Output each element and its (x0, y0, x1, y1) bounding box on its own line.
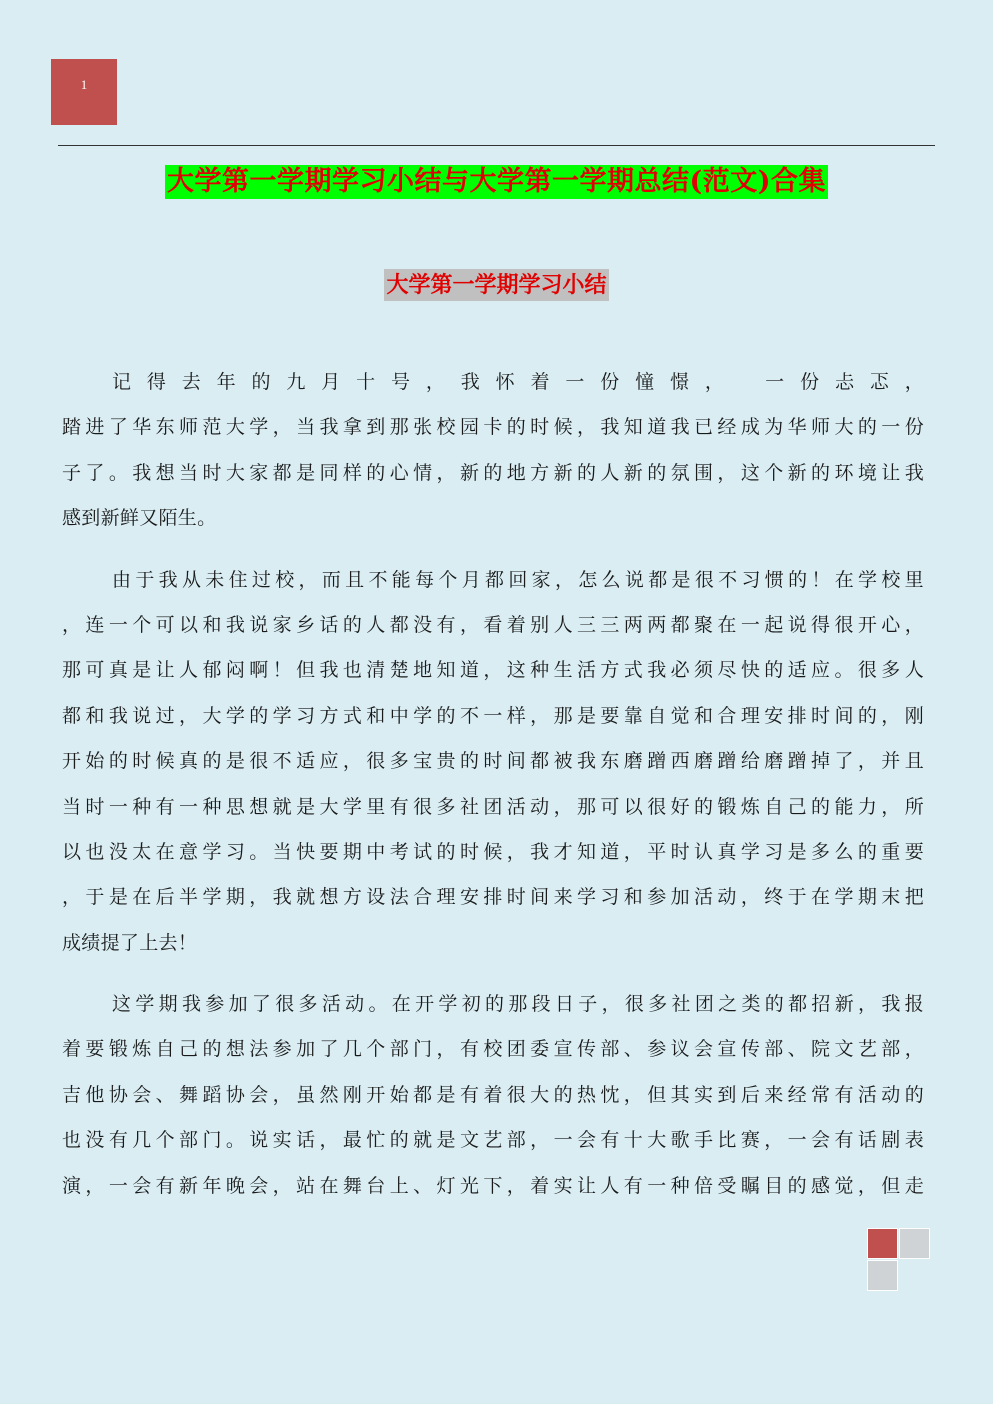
text-line: 成绩提了上去！ (62, 931, 198, 954)
page-number: 1 (80, 77, 88, 92)
text-line: 吉他协会、舞蹈协会，虽然刚开始都是有着很大的热忱，但其实到后来经常有活动的 (62, 1083, 924, 1106)
page-number-badge (51, 59, 117, 125)
text-line: 也没有几个部门。说实话，最忙的就是文艺部，一会有十大歌手比赛，一会有话剧表 (62, 1129, 924, 1152)
decorative-square-grey (899, 1228, 930, 1259)
document-body (62, 360, 924, 1225)
section-heading: 大学第一学期学习小结 (384, 269, 608, 301)
paragraph (62, 360, 924, 542)
text-line: 都和我说过，大学的学习方式和中学的不一样，那是要靠自觉和合理安排时间的，刚 (62, 704, 924, 727)
text-line: 那可真是让人郁闷啊！但我也清楚地知道，这种生活方式我必须尽快的适应。很多人 (62, 659, 924, 682)
document-title: 大学第一学期学习小结与大学第一学期总结(范文)合集 (166, 166, 827, 197)
text-line: 感到新鲜又陌生。 (62, 507, 217, 530)
text-line: 这学期我参加了很多活动。在开学初的那段日子，很多社团之类的都招新，我报 (112, 993, 924, 1016)
document-title-container (0, 165, 993, 199)
text-line: 踏进了华东师范大学，当我拿到那张校园卡的时候，我知道我已经成为华师大的一份 (62, 416, 924, 439)
text-line: ，于是在后半学期，我就想方设法合理安排时间来学习和参加活动，终于在学期末把 (62, 886, 924, 909)
corner-decoration (867, 1228, 933, 1294)
decorative-square-red (867, 1228, 898, 1259)
decorative-square-grey (867, 1260, 898, 1291)
paragraph (62, 982, 924, 1209)
header-divider (58, 145, 935, 146)
text-line: 演，一会有新年晚会，站在舞台上、灯光下，着实让人有一种倍受瞩目的感觉，但走 (62, 1174, 924, 1197)
paragraph (62, 558, 924, 967)
text-line: 由于我从未住过校，而且不能每个月都回家，怎么说都是很不习惯的！在学校里 (112, 568, 924, 591)
text-line: 开始的时候真的是很不适应，很多宝贵的时间都被我东磨蹭西磨蹭给磨蹭掉了，并且 (62, 750, 924, 773)
text-line: 子了。我想当时大家都是同样的心情，新的地方新的人新的氛围，这个新的环境让我 (62, 461, 924, 484)
text-line: 记得去年的九月十号，我怀着一份憧憬， 一份忐忑， (112, 371, 924, 393)
text-line: 当时一种有一种思想就是大学里有很多社团活动，那可以很好的锻炼自己的能力，所 (62, 795, 924, 818)
section-heading-container (0, 269, 993, 301)
text-line: 以也没太在意学习。当快要期中考试的时候，我才知道，平时认真学习是多么的重要 (62, 840, 924, 863)
text-line: ，连一个可以和我说家乡话的人都没有，看着别人三三两两都聚在一起说得很开心， (62, 613, 924, 636)
text-line: 着要锻炼自己的想法参加了几个部门，有校团委宣传部、参议会宣传部、院文艺部， (62, 1038, 924, 1061)
